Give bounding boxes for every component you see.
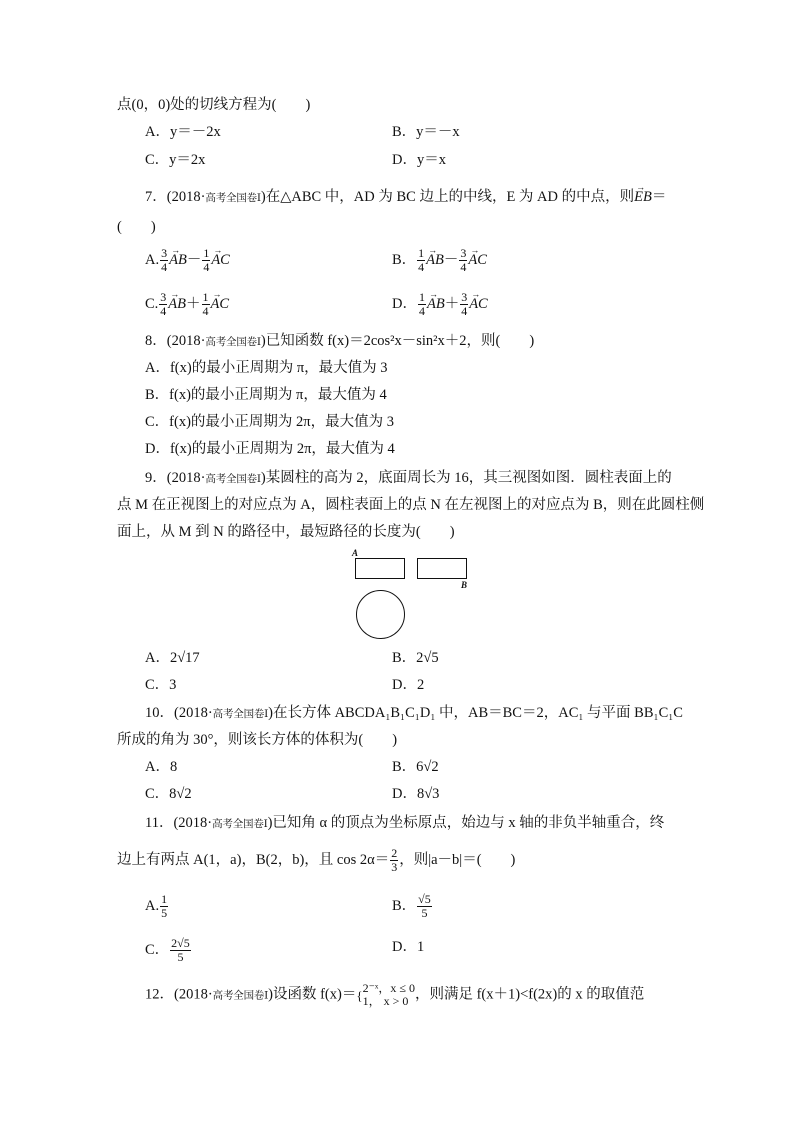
q10-stem: 10．(2018·高考全国卷Ⅰ)在长方体 ABCDA₁B₁C₁D₁ 中，AB＝BC＝2，AC₁ 与平面 BB₁C₁C [145, 705, 683, 721]
q8-option-b: B．f(x)的最小正周期为 π，最大值为 4 [145, 387, 387, 403]
q8-option-d: D．f(x)的最小正周期为 2π，最大值为 4 [145, 441, 395, 457]
point-b-label: B [461, 580, 468, 590]
q10-option-a: A．8 [145, 759, 178, 775]
q10-option-c: C．8√2 [145, 786, 192, 802]
q7-stem: 7．(2018·高考全国卷Ⅰ)在△ABC 中，AD 为 BC 边上的中线，E 为 AD 的中点，则→ EB＝ [145, 187, 666, 209]
q11-option-c: C． $\frac{2√5}{5}$ [145, 936, 190, 964]
q11-option-b: B． $\frac{√5}{5}$ [392, 892, 431, 920]
q7-option-b: B． $\frac{1}{4}$ → AB－ $\frac{3}{4}$ → AC [392, 247, 487, 274]
q11-stem: 11．(2018·高考全国卷Ⅰ)已知角 α 的顶点为坐标原点，始边与 x 轴的非负半轴重合，终 [145, 815, 665, 831]
side-view-rect [417, 558, 467, 579]
piecewise-brace: { [356, 987, 363, 1003]
q12-stem: 12．(2018·高考全国卷Ⅰ)设函数 f(x)＝{ 2⁻ˣ，x ≤ 0 1， x > 0 ，则满足 f(x＋1)<f(2x)的 x 的取值范 [145, 981, 645, 1008]
q6-option-a: A．y＝－2x [145, 124, 221, 140]
vector-eb: → EB [634, 187, 652, 207]
q6-option-d: D．y＝x [392, 152, 446, 168]
q7-answer-paren: ( ) [117, 219, 156, 235]
top-view-circle [356, 590, 405, 639]
point-a-label: A [352, 548, 359, 558]
q10-stem-line2: 所成的角为 30°，则该长方体的体积为( ) [117, 732, 398, 748]
q11-option-a: A. $\frac{1}{5}$ [145, 892, 168, 920]
q8-option-a: A．f(x)的最小正周期为 π，最大值为 3 [145, 360, 388, 376]
q8-option-c: C．f(x)的最小正周期为 2π，最大值为 3 [145, 414, 394, 430]
piecewise-cases: 2⁻ˣ，x ≤ 0 1， x > 0 [362, 981, 415, 1008]
q7-option-c: C. $\frac{3}{4}$ → AB＋ $\frac{1}{4}$ → AC [145, 291, 229, 318]
q10-option-d: D．8√3 [392, 786, 440, 802]
q7-option-a: A. $\frac{3}{4}$ → AB－ $\frac{1}{4}$ → AC [145, 247, 230, 274]
q9-stem-line3: 面上，从 M 到 N 的路径中，最短路径的长度为( ) [117, 524, 455, 540]
q6-option-b: B．y＝－x [392, 124, 460, 140]
front-view-rect [355, 558, 405, 579]
q11-option-d: D．1 [392, 939, 425, 955]
q9-option-a: A．2√17 [145, 650, 200, 666]
q9-option-d: D．2 [392, 677, 425, 693]
q9-stem-line2: 点 M 在正视图上的对应点为 A，圆柱表面上的点 N 在左视图上的对应点为 B，则在此圆柱侧 [117, 497, 705, 513]
q9-stem: 9．(2018·高考全国卷Ⅰ)某圆柱的高为 2，底面周长为 16，其三视图如图．圆柱表面上的 [145, 470, 672, 486]
q6-tail-text: 点(0，0)处的切线方程为( ) [117, 97, 311, 113]
q8-stem: 8．(2018·高考全国卷Ⅰ)已知函数 f(x)＝2cos²x－sin²x＋2，则( ) [145, 333, 535, 349]
q9-option-c: C．3 [145, 677, 177, 693]
q7-option-d: D． $\frac{1}{4}$ → AB＋ $\frac{3}{4}$ → AC [392, 291, 488, 318]
q6-option-c: C．y＝2x [145, 152, 206, 168]
q10-option-b: B．6√2 [392, 759, 439, 775]
q11-stem-line2: 边上有两点 A(1，a)，B(2，b)，且 cos 2α＝ $\frac{2}{3}$ ，则|a－b|＝( ) [117, 846, 516, 874]
q9-option-b: B．2√5 [392, 650, 439, 666]
